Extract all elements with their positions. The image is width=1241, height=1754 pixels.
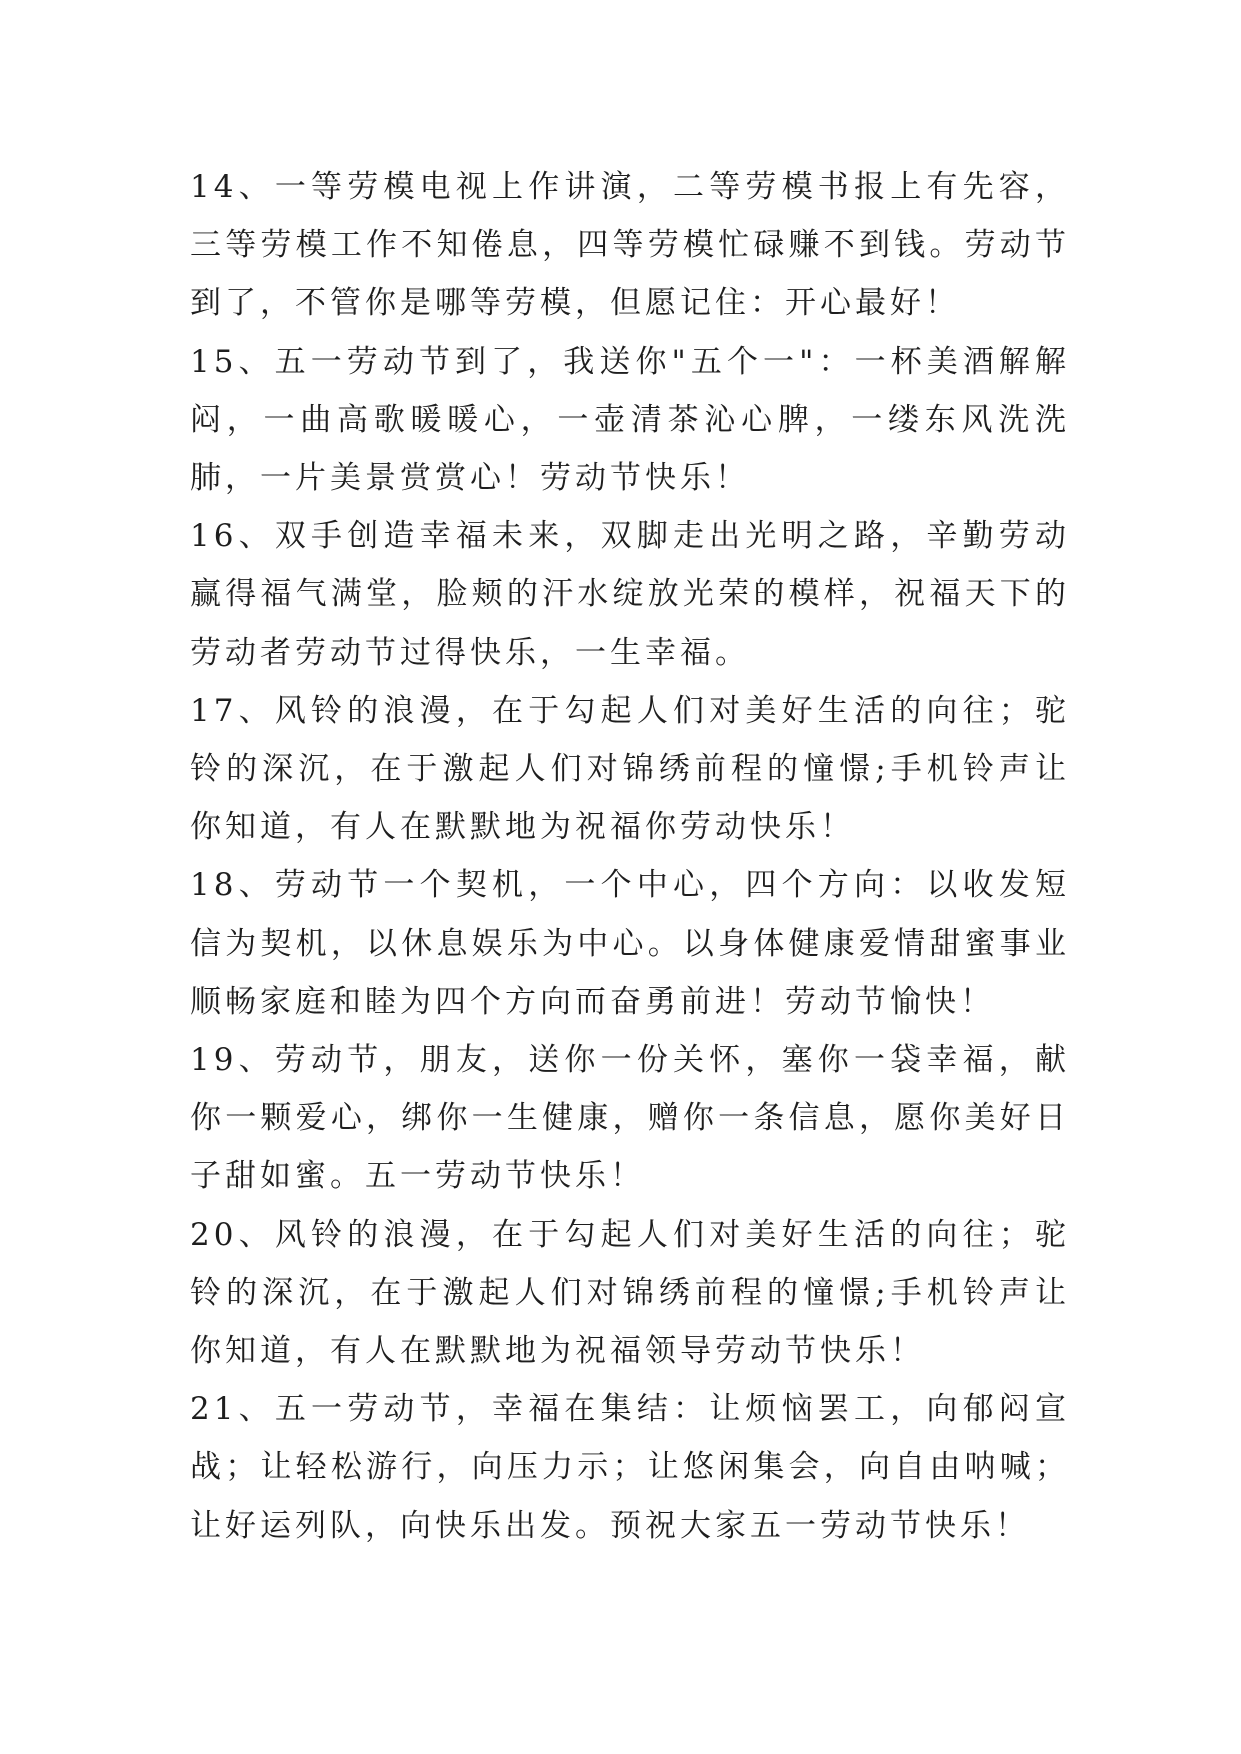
document-body <box>190 158 1070 1555</box>
paragraph-16: 16、双手创造幸福未来，双脚走出光明之路，辛勤劳动赢得福气满堂，脸颊的汗水绽放光荣的模样，祝福天下的劳动者劳动节过得快乐，一生幸福。 <box>190 518 1070 671</box>
paragraph-19: 19、劳动节，朋友，送你一份关怀，塞你一袋幸福，献你一颗爱心，绑你一生健康，赠你一条信息，愿你美好日子甜如蜜。五一劳动节快乐！ <box>190 1042 1070 1195</box>
paragraph-20: 20、风铃的浪漫，在于勾起人们对美好生活的向往；驼铃的深沉，在于激起人们对锦绣前程的憧憬;手机铃声让你知道，有人在默默地为祝福领导劳动节快乐！ <box>190 1216 1070 1370</box>
paragraph-18: 18、劳动节一个契机，一个中心，四个方向：以收发短信为契机，以休息娱乐为中心。以身体健康爱情甜蜜事业顺畅家庭和睦为四个方向而奋勇前进！劳动节愉快！ <box>190 867 1070 1020</box>
paragraph-14: 14、一等劳模电视上作讲演，二等劳模书报上有先容，三等劳模工作不知倦息，四等劳模忙碌赚不到钱。劳动节到了，不管你是哪等劳模，但愿记住：开心最好！ <box>190 169 1070 322</box>
paragraph-21: 21、五一劳动节，幸福在集结：让烦恼罢工，向郁闷宣战；让轻松游行，向压力示；让悠闲集会，向自由呐喊；让好运列队，向快乐出发。预祝大家五一劳动节快乐！ <box>190 1391 1070 1544</box>
paragraph-15: 15、五一劳动节到了，我送你"五个一"：一杯美酒解解闷，一曲高歌暖暖心，一壶清茶沁心脾，一缕东风洗洗肺，一片美景赏赏心！劳动节快乐！ <box>190 343 1070 497</box>
paragraph-17: 17、风铃的浪漫，在于勾起人们对美好生活的向往；驼铃的深沉，在于激起人们对锦绣前程的憧憬;手机铃声让你知道，有人在默默地为祝福你劳动快乐！ <box>190 692 1070 846</box>
